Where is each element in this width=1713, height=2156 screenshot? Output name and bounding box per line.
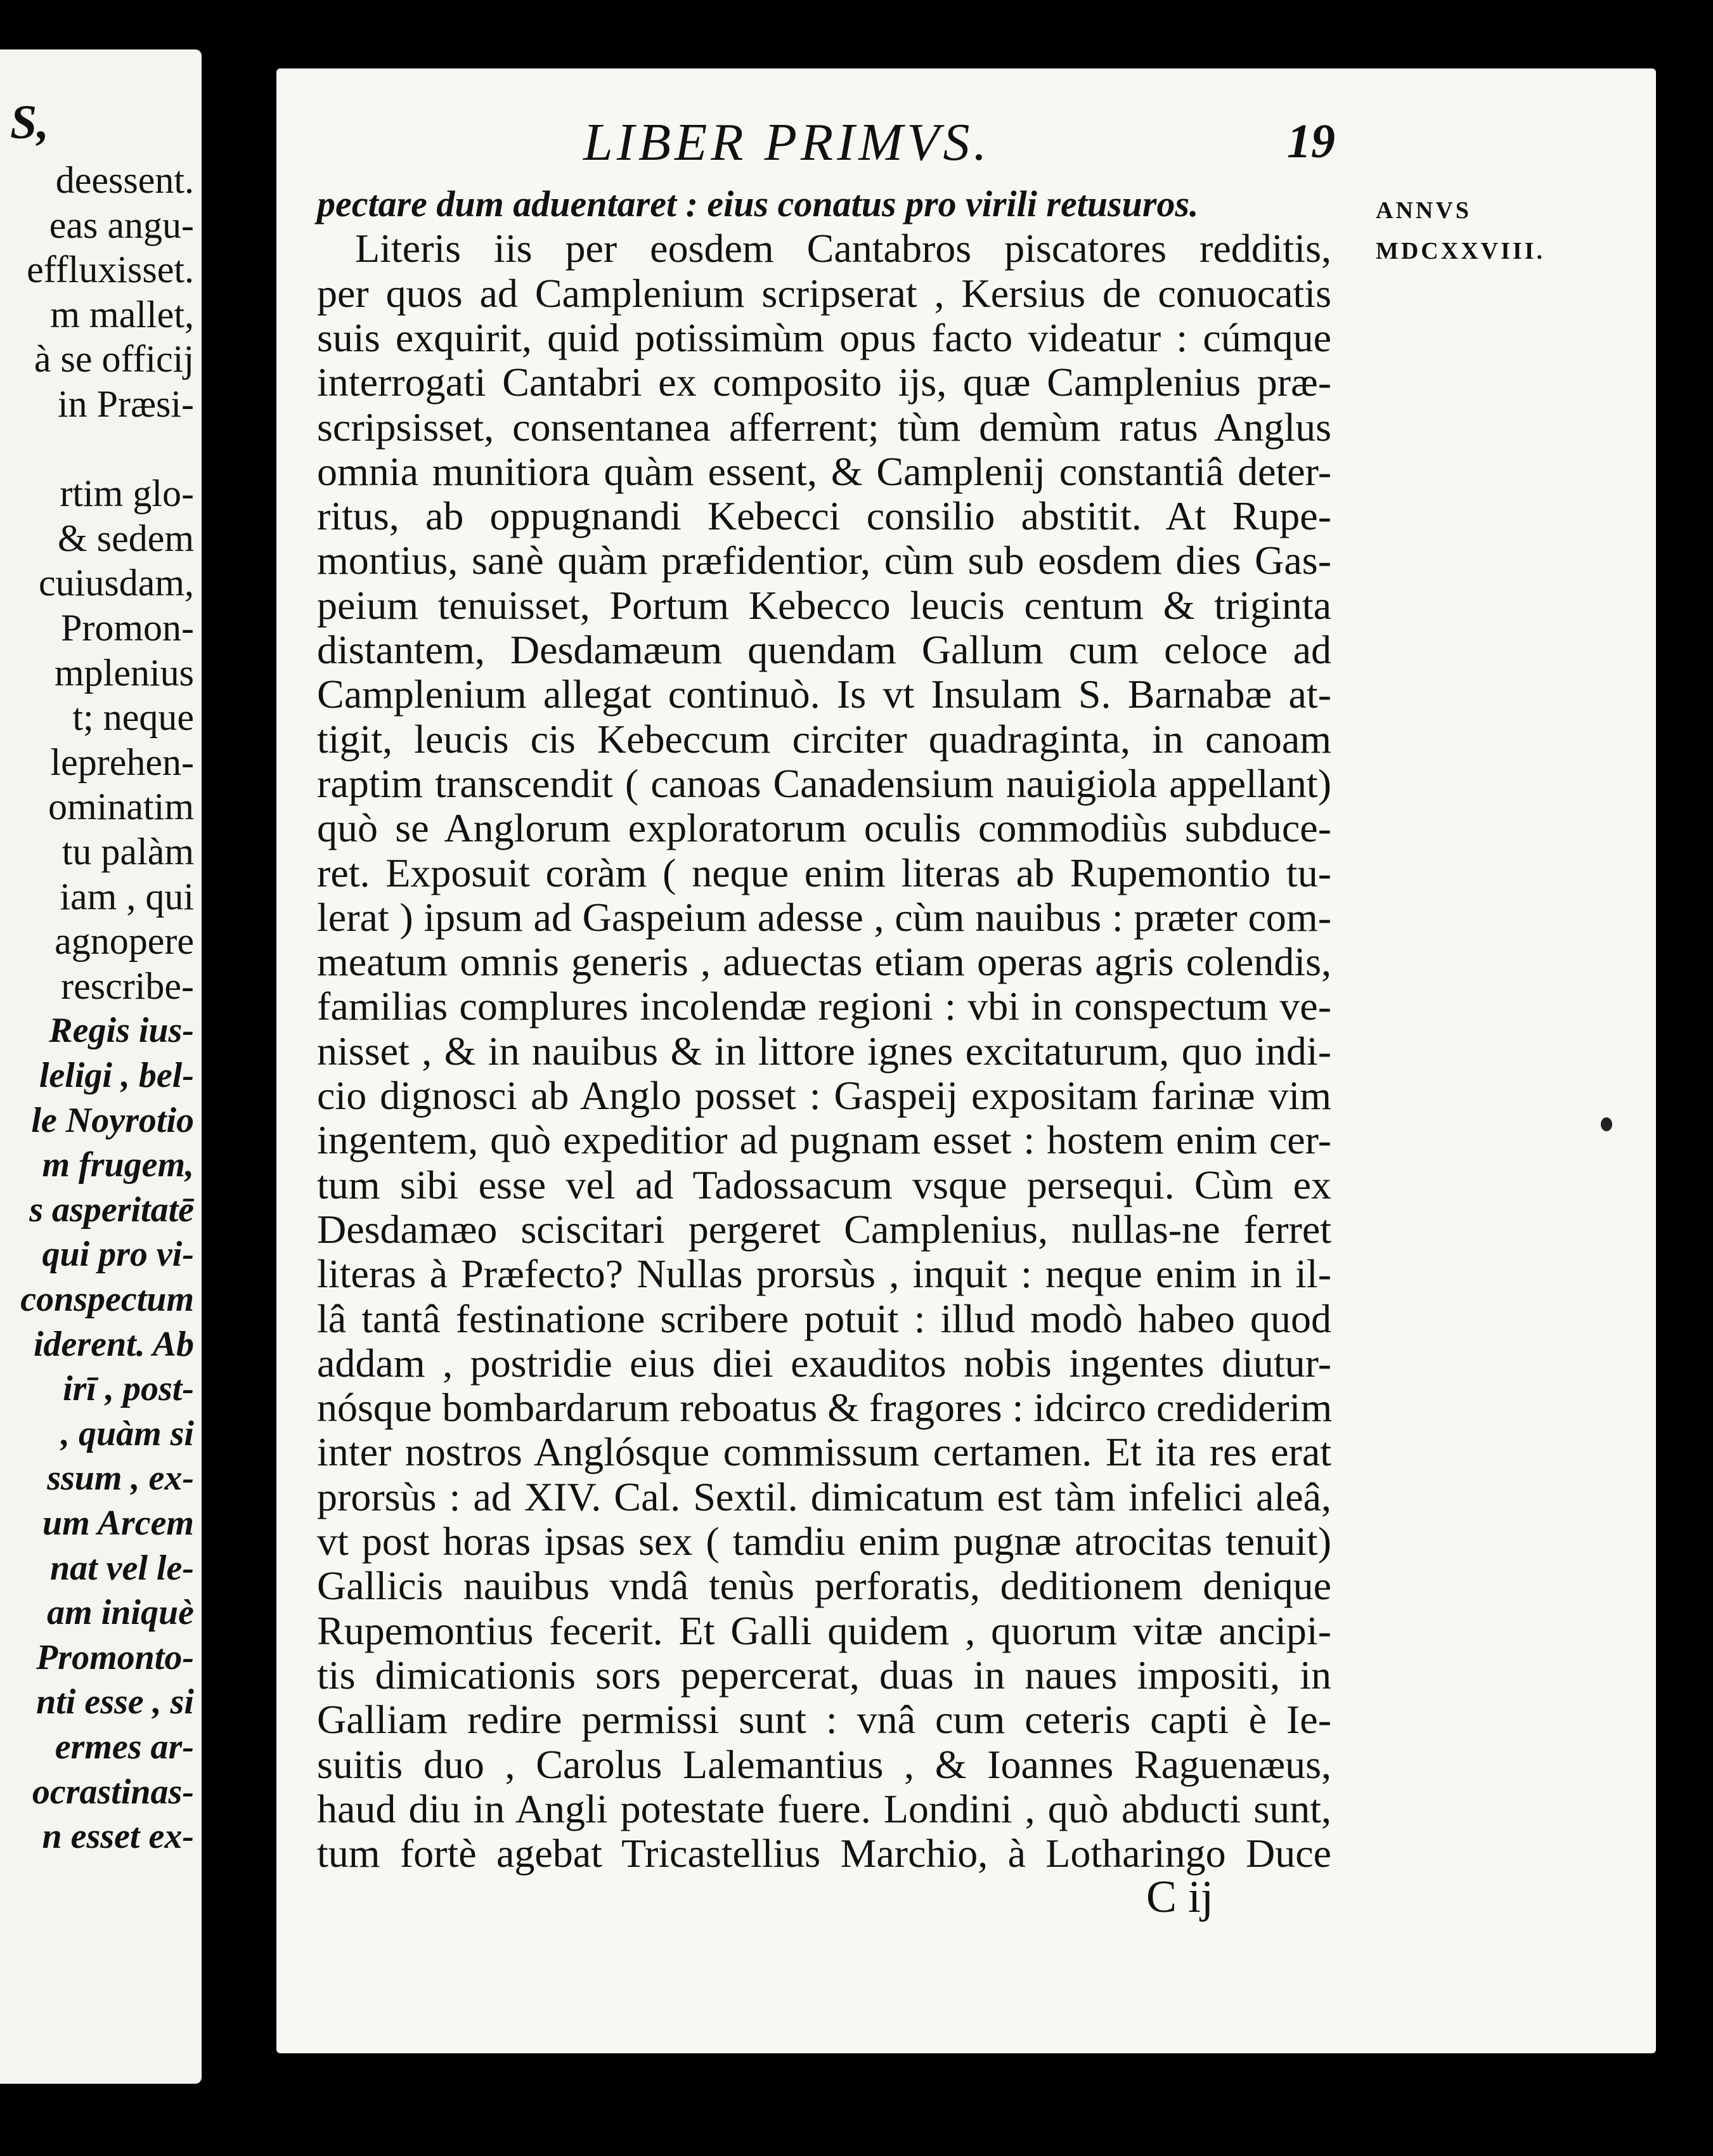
body-line: ret. Exposuit coràm ( neque enim literas ab Rupemontio tu- xyxy=(317,850,1331,895)
body-line-italic: pectare dum aduentaret : eius conatus pro virili retusuros. xyxy=(317,183,1199,224)
body-line: prorsùs : ad XIV. Cal. Sextil. dimicatum est tàm infelici aleâ, xyxy=(317,1474,1331,1519)
margin-note xyxy=(1376,190,1629,271)
body-line: montius, sanè quàm præfidentior, cùm sub eosdem dies Gas- xyxy=(317,538,1331,583)
body-line: scripsisset, consentanea afferrent; tùm demùm ratus Anglus xyxy=(317,404,1331,450)
body-line: raptim transcendit ( canoas Canadensium nauigiola appellant) xyxy=(317,760,1331,806)
left-page-line: um Arcem xyxy=(42,1503,194,1543)
book-gutter xyxy=(208,0,276,2156)
left-page-line: s asperitatē xyxy=(29,1190,194,1230)
body-line: tis dimicationis sors pepercerat, duas in naues impositi, in xyxy=(317,1652,1331,1698)
left-page-line: & sedem xyxy=(58,517,194,559)
left-page-line: nat vel le- xyxy=(49,1548,194,1588)
left-page-line: qui pro vi- xyxy=(42,1235,194,1275)
body-line: vt post horas ipsas sex ( tamdiu enim pugnæ atrocitas tenuit) xyxy=(317,1519,1331,1564)
body-line: omnia munitiora quàm essent, & Camplenij constantiâ deter- xyxy=(317,448,1331,494)
left-page-line: , quàm si xyxy=(60,1413,194,1453)
body-line: inter nostros Anglósque commissum certamen. Et ita res erat xyxy=(317,1429,1331,1475)
left-page-line: tu palàm xyxy=(61,831,194,873)
body-line: suis exquirit, quid potissimùm opus facto videatur : cúmque xyxy=(317,315,1331,360)
body-line: ingentem, quò expeditior ad pugnam esset : hostem enim cer- xyxy=(317,1117,1331,1163)
signature-mark: C ij xyxy=(1146,1871,1214,1922)
left-page-line: irī , post- xyxy=(63,1369,194,1409)
left-page-line: leprehen- xyxy=(50,741,194,783)
body-line: Desdamæo sciscitari pergeret Camplenius, nullas-ne ferret xyxy=(317,1206,1331,1252)
body-line: tum fortè agebat Tricastellius Marchio, à Lotharingo Duce xyxy=(317,1831,1331,1876)
left-page-line: iderent. Ab xyxy=(33,1324,194,1364)
left-page-line: le Noyrotio xyxy=(31,1100,194,1140)
body-line: Rupemontius fecerit. Et Galli quidem , quorum vitæ ancipi- xyxy=(317,1607,1331,1653)
left-page-line: Promon- xyxy=(61,607,194,649)
body-line: nisset , & in nauibus & in littore ignes excitaturum, quo indi- xyxy=(317,1028,1331,1074)
body-line: lerat ) ipsum ad Gaspeium adesse , cùm nauibus : præter com- xyxy=(317,894,1331,940)
body-line: literas à Præfecto? Nullas prorsùs , inquit : neque enim in il- xyxy=(317,1251,1331,1297)
left-page-line: in Præsi- xyxy=(57,383,194,425)
left-page-line: cuiusdam, xyxy=(39,562,194,604)
left-page-line: agnopere xyxy=(55,920,194,963)
body-line: nósque bombardarum reboatus & fragores : idcirco crediderim xyxy=(317,1385,1333,1431)
page-number: 19 xyxy=(1287,115,1335,168)
body-line: lâ tantâ festinatione scribere potuit : illud modò habeo quod xyxy=(317,1296,1331,1341)
body-line: per quos ad Camplenium scripserat , Kersius de conuocatis xyxy=(317,270,1331,316)
left-page-line: conspectum xyxy=(20,1280,194,1319)
left-page-line: nti esse , si xyxy=(36,1682,194,1722)
body-line: tum sibi esse vel ad Tadossacum vsque persequi. Cùm ex xyxy=(317,1162,1331,1207)
body-line: Camplenium allegat continuò. Is vt Insulam S. Barnabæ at- xyxy=(317,672,1331,717)
left-page-line: t; neque xyxy=(72,696,194,739)
left-page-line: am iniquè xyxy=(47,1593,194,1633)
left-page-line: ominatim xyxy=(48,786,194,828)
left-page-line: leligi , bel- xyxy=(39,1056,194,1095)
left-page-heading: S, xyxy=(10,96,49,149)
left-page-line: ermes ar- xyxy=(55,1727,194,1767)
left-page-line: ocrastinas- xyxy=(32,1772,194,1812)
left-page-line: effluxisset. xyxy=(27,249,194,291)
body-line: quò se Anglorum exploratorum oculis commodiùs subduce- xyxy=(317,805,1331,851)
left-page-line: rescribe- xyxy=(61,964,194,1007)
left-page-line: n esset ex- xyxy=(42,1817,194,1857)
body-line: tigit, leucis cis Kebeccum circiter quadraginta, in canoam xyxy=(317,716,1331,762)
body-line: Galliam redire permissi sunt : vnâ cum ceteris capti è Ie- xyxy=(317,1697,1331,1743)
body-line: interrogati Cantabri ex composito ijs, quæ Camplenius præ- xyxy=(317,360,1331,405)
left-page-line: Promonto- xyxy=(36,1637,194,1677)
left-page-line: deessent. xyxy=(55,159,194,201)
left-page-line: m mallet, xyxy=(50,293,194,335)
margin-note-line: ANNVS xyxy=(1376,197,1471,224)
body-line: ritus, ab oppugnandi Kebecci consilio abstitit. At Rupe- xyxy=(317,493,1331,539)
ink-speck xyxy=(1601,1117,1612,1131)
running-head: LIBER PRIMVS. xyxy=(583,113,991,172)
left-page-line: mplenius xyxy=(55,651,194,694)
body-line: Gallicis nauibus vndâ tenùs perforatis, deditionem denique xyxy=(317,1563,1331,1609)
body-line: Literis iis per eosdem Cantabros piscatores redditis, xyxy=(355,226,1331,271)
body-line: peium tenuisset, Portum Kebecco leucis centum & triginta xyxy=(317,582,1331,628)
margin-note-line: MDCXXVIII. xyxy=(1376,238,1545,264)
body-line: addam , postridie eius diei exauditos nobis ingentes diutur- xyxy=(317,1340,1331,1386)
left-page-line: à se officij xyxy=(34,338,194,380)
left-page-line: rtim glo- xyxy=(60,472,194,515)
body-line: familias complures incolendæ regioni : vbi in conspectum ve- xyxy=(317,984,1331,1029)
body-line: haud diu in Angli potestate fuere. Londini , quò abducti sunt, xyxy=(317,1786,1331,1831)
body-line: meatum omnis generis , aduectas etiam operas agris colendis, xyxy=(317,939,1331,985)
left-page-line: iam , qui xyxy=(60,875,194,918)
body-line: distantem, Desdamæum quendam Gallum cum celoce ad xyxy=(317,627,1331,672)
left-page-line: eas angu- xyxy=(49,204,194,246)
left-page-line: m frugem, xyxy=(42,1145,194,1185)
left-page-line: ssum , ex- xyxy=(47,1458,194,1498)
left-page-line: Regis ius- xyxy=(49,1011,194,1051)
body-line: suitis duo , Carolus Lalemantius , & Ioannes Raguenæus, xyxy=(317,1741,1331,1787)
body-line: cio dignosci ab Anglo posset : Gaspeij expositam farinæ vim xyxy=(317,1073,1331,1118)
